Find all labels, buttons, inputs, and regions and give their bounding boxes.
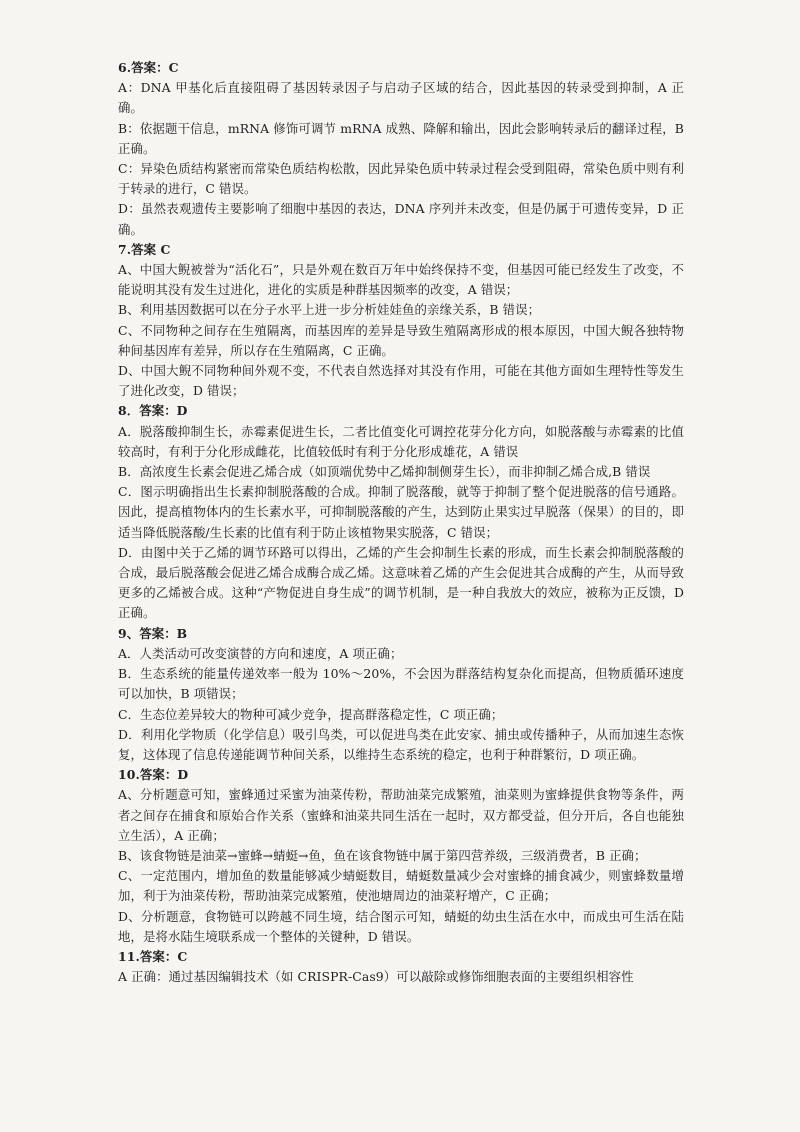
answer-heading: 7.答案 C xyxy=(118,241,171,257)
explanation-line: C、不同物种之间存在生殖隔离，而基因库的差异是导致生殖隔离形成的根本原因，中国大鲵各独特物种间基因库有差异，所以存在生殖隔离，C 正确。 xyxy=(118,322,684,358)
explanation-line: A、分析题意可知，蜜蜂通过采蜜为油菜传粉，帮助油菜完成繁殖，油菜则为蜜蜂提供食物等条件，两者之间存在捕食和原始合作关系（蜜蜂和油菜共同生活在一起时，双方都受益，但分开后，各自也能独立生活），A 正确； xyxy=(118,787,684,843)
explanation-line: C．生态位差异较大的物种可减少竞争，提高群落稳定性，C 项正确； xyxy=(118,706,504,722)
explanation-line: D：虽然表观遗传主要影响了细胞中基因的表达，DNA 序列并未改变，但是仍属于可遗传变异，D 正确。 xyxy=(118,201,684,237)
answer-heading: 10.答案：D xyxy=(118,767,189,783)
explanation-line: A 正确：通过基因编辑技术（如 CRISPR-Cas9）可以敲除或修饰细胞表面的主要组织相容性 xyxy=(118,969,634,985)
explanation-line: D、分析题意，食物链可以跨越不同生境，结合图示可知，蜻蜓的幼虫生活在水中，而成虫可生活在陆地，是将水陆生境联系成一个整体的关键种，D 错误。 xyxy=(118,908,684,944)
explanation-line: A．脱落酸抑制生长，赤霉素促进生长，二者比值变化可调控花芽分化方向，如脱落酸与赤霉素的比值较高时，有利于分化形成雌花，比值较低时有利于分化形成雄花，A 错误 xyxy=(118,423,684,459)
explanation-line: A．人类活动可改变演替的方向和速度，A 项正确； xyxy=(118,645,403,661)
explanation-line: D．由图中关于乙烯的调节环路可以得出，乙烯的产生会抑制生长素的形成，而生长素会抑制脱落酸的合成，最后脱落酸会促进乙烯合成酶合成乙烯。这意味着乙烯的产生会促进其合成酶的产生，从而导致更多的乙烯被合成。这种“产物促进自身生成”的调节机制，是一种自我放大的效应，被称为正反馈，D 正确。 xyxy=(118,544,684,621)
explanation-line: A、中国大鲵被誉为“活化石”，只是外观在数百万年中始终保持不变，但基因可能已经发生了改变，不能说明其没有发生过进化，进化的实质是种群基因频率的改变，A 错误； xyxy=(118,262,684,298)
explanation-line: C．图示明确指出生长素抑制脱落酸的合成。抑制了脱落酸，就等于抑制了整个促进脱落的信号通路。因此，提高植物体内的生长素水平，可抑制脱落酸的产生，达到防止果实过早脱落（保果）的目的，即适当降低脱落酸/生长素的比值有利于防止该植物果实脱落，C 错误； xyxy=(118,484,684,540)
explanation-line: B．高浓度生长素会促进乙烯合成（如顶端优势中乙烯抑制侧芽生长），而非抑制乙烯合成,B 错误 xyxy=(118,464,651,480)
explanation-line: B、利用基因数据可以在分子水平上进一步分析娃娃鱼的亲缘关系，B 错误； xyxy=(118,302,541,318)
explanation-line: C、一定范围内，增加鱼的数量能够减少蜻蜓数目，蜻蜓数量减少会对蜜蜂的捕食减少，则蜜蜂数量增加，利于为油菜传粉，帮助油菜完成繁殖，使池塘周边的油菜籽增产，C 正确； xyxy=(118,868,684,904)
explanation-line: D、中国大鲵不同物种间外观不变，不代表自然选择对其没有作用，可能在其他方面如生理特性等发生了进化改变，D 错误； xyxy=(118,363,684,399)
answer-heading: 8．答案：D xyxy=(118,403,188,419)
answer-heading: 9、答案：B xyxy=(118,625,188,641)
explanation-line: D．利用化学物质（化学信息）吸引鸟类，可以促进鸟类在此安家、捕虫或传播种子，从而加速生态恢复，这体现了信息传递能调节种间关系，以维持生态系统的稳定，也利于种群繁衍，D 项正确。 xyxy=(118,726,684,762)
answer-heading: 11.答案：C xyxy=(118,948,188,964)
explanation-line: B．生态系统的能量传递效率一般为 10%～20%，不会因为群落结构复杂化而提高，但物质循环速度可以加快，B 项错误； xyxy=(118,666,684,702)
explanation-line: B：依据题干信息，mRNA 修饰可调节 mRNA 成熟、降解和输出，因此会影响转录后的翻译过程，B 正确。 xyxy=(118,120,684,156)
explanation-line: A：DNA 甲基化后直接阻碍了基因转录因子与启动子区域的结合，因此基因的转录受到抑制，A 正确。 xyxy=(118,80,684,116)
explanation-line: B、该食物链是油菜→蜜蜂→蜻蜓→鱼，鱼在该食物链中属于第四营养级，三级消费者，B 正确； xyxy=(118,847,647,863)
explanation-line: C：异染色质结构紧密而常染色质结构松散，因此异染色质中转录过程会受到阻碍，常染色质中则有利于转录的进行，C 错误。 xyxy=(118,161,684,197)
answer-heading: 6.答案：C xyxy=(118,60,179,75)
answer-text-body xyxy=(118,58,684,987)
